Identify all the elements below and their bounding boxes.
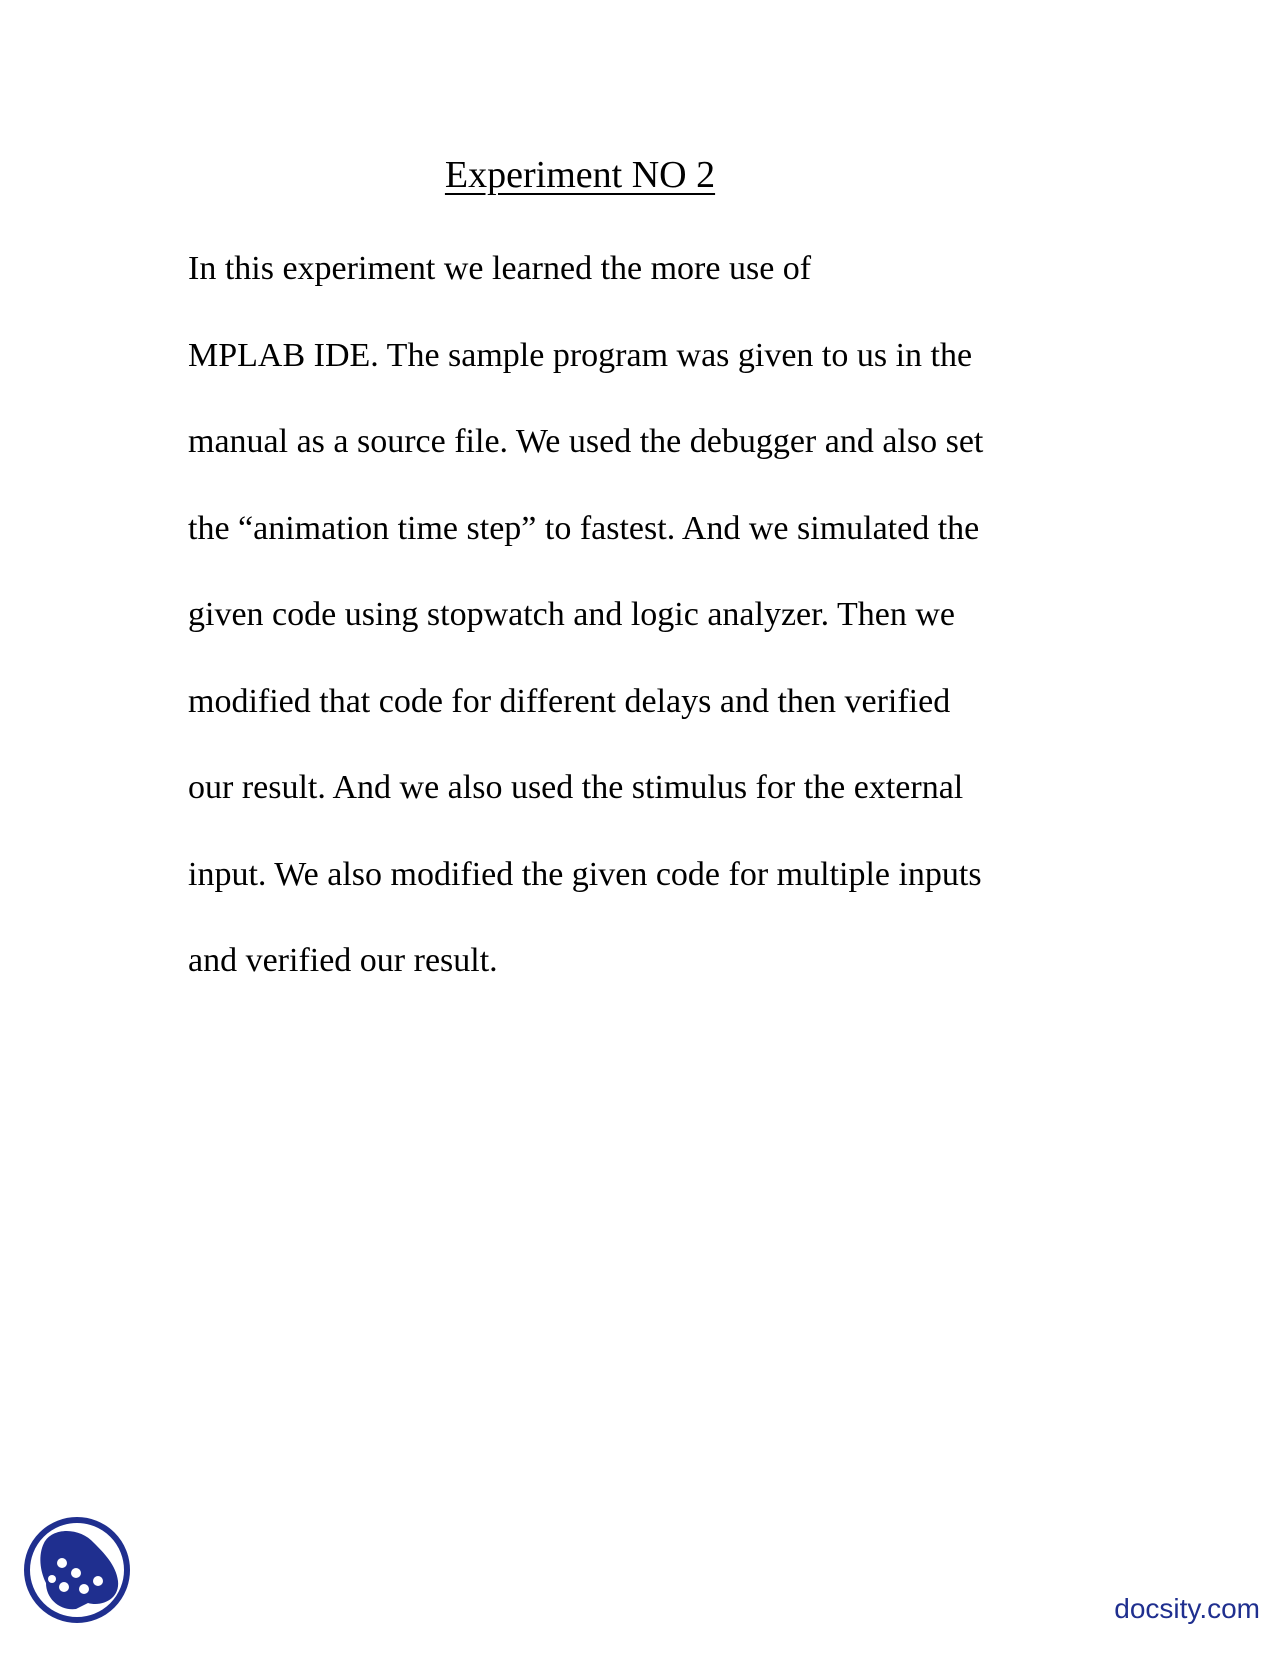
body-line: the “animation time step” to fastest. And we simulated the bbox=[188, 509, 980, 547]
body-line: input. We also modified the given code for multiple inputs bbox=[188, 855, 982, 893]
logo-graphic bbox=[22, 1515, 132, 1625]
document-body bbox=[188, 244, 983, 1023]
body-line: In this experiment we learned the more use of bbox=[188, 250, 812, 287]
body-line: modified that code for different delays and then verified bbox=[188, 682, 951, 720]
body-line: our result. And we also used the stimulus for the external bbox=[188, 769, 964, 806]
body-line: given code using stopwatch and logic analyzer. Then we bbox=[188, 596, 955, 633]
page-title-text: Experiment NO 2 bbox=[444, 154, 716, 196]
docsity-logo-icon[interactable] bbox=[22, 1515, 132, 1625]
body-line: and verified our result. bbox=[188, 942, 498, 979]
page-title bbox=[0, 150, 1160, 200]
body-line: manual as a source file. We used the debugger and also set bbox=[188, 423, 984, 460]
docsity-link[interactable]: docsity.com bbox=[1114, 1593, 1260, 1624]
body-line: MPLAB IDE. The sample program was given to us in the bbox=[188, 336, 973, 374]
